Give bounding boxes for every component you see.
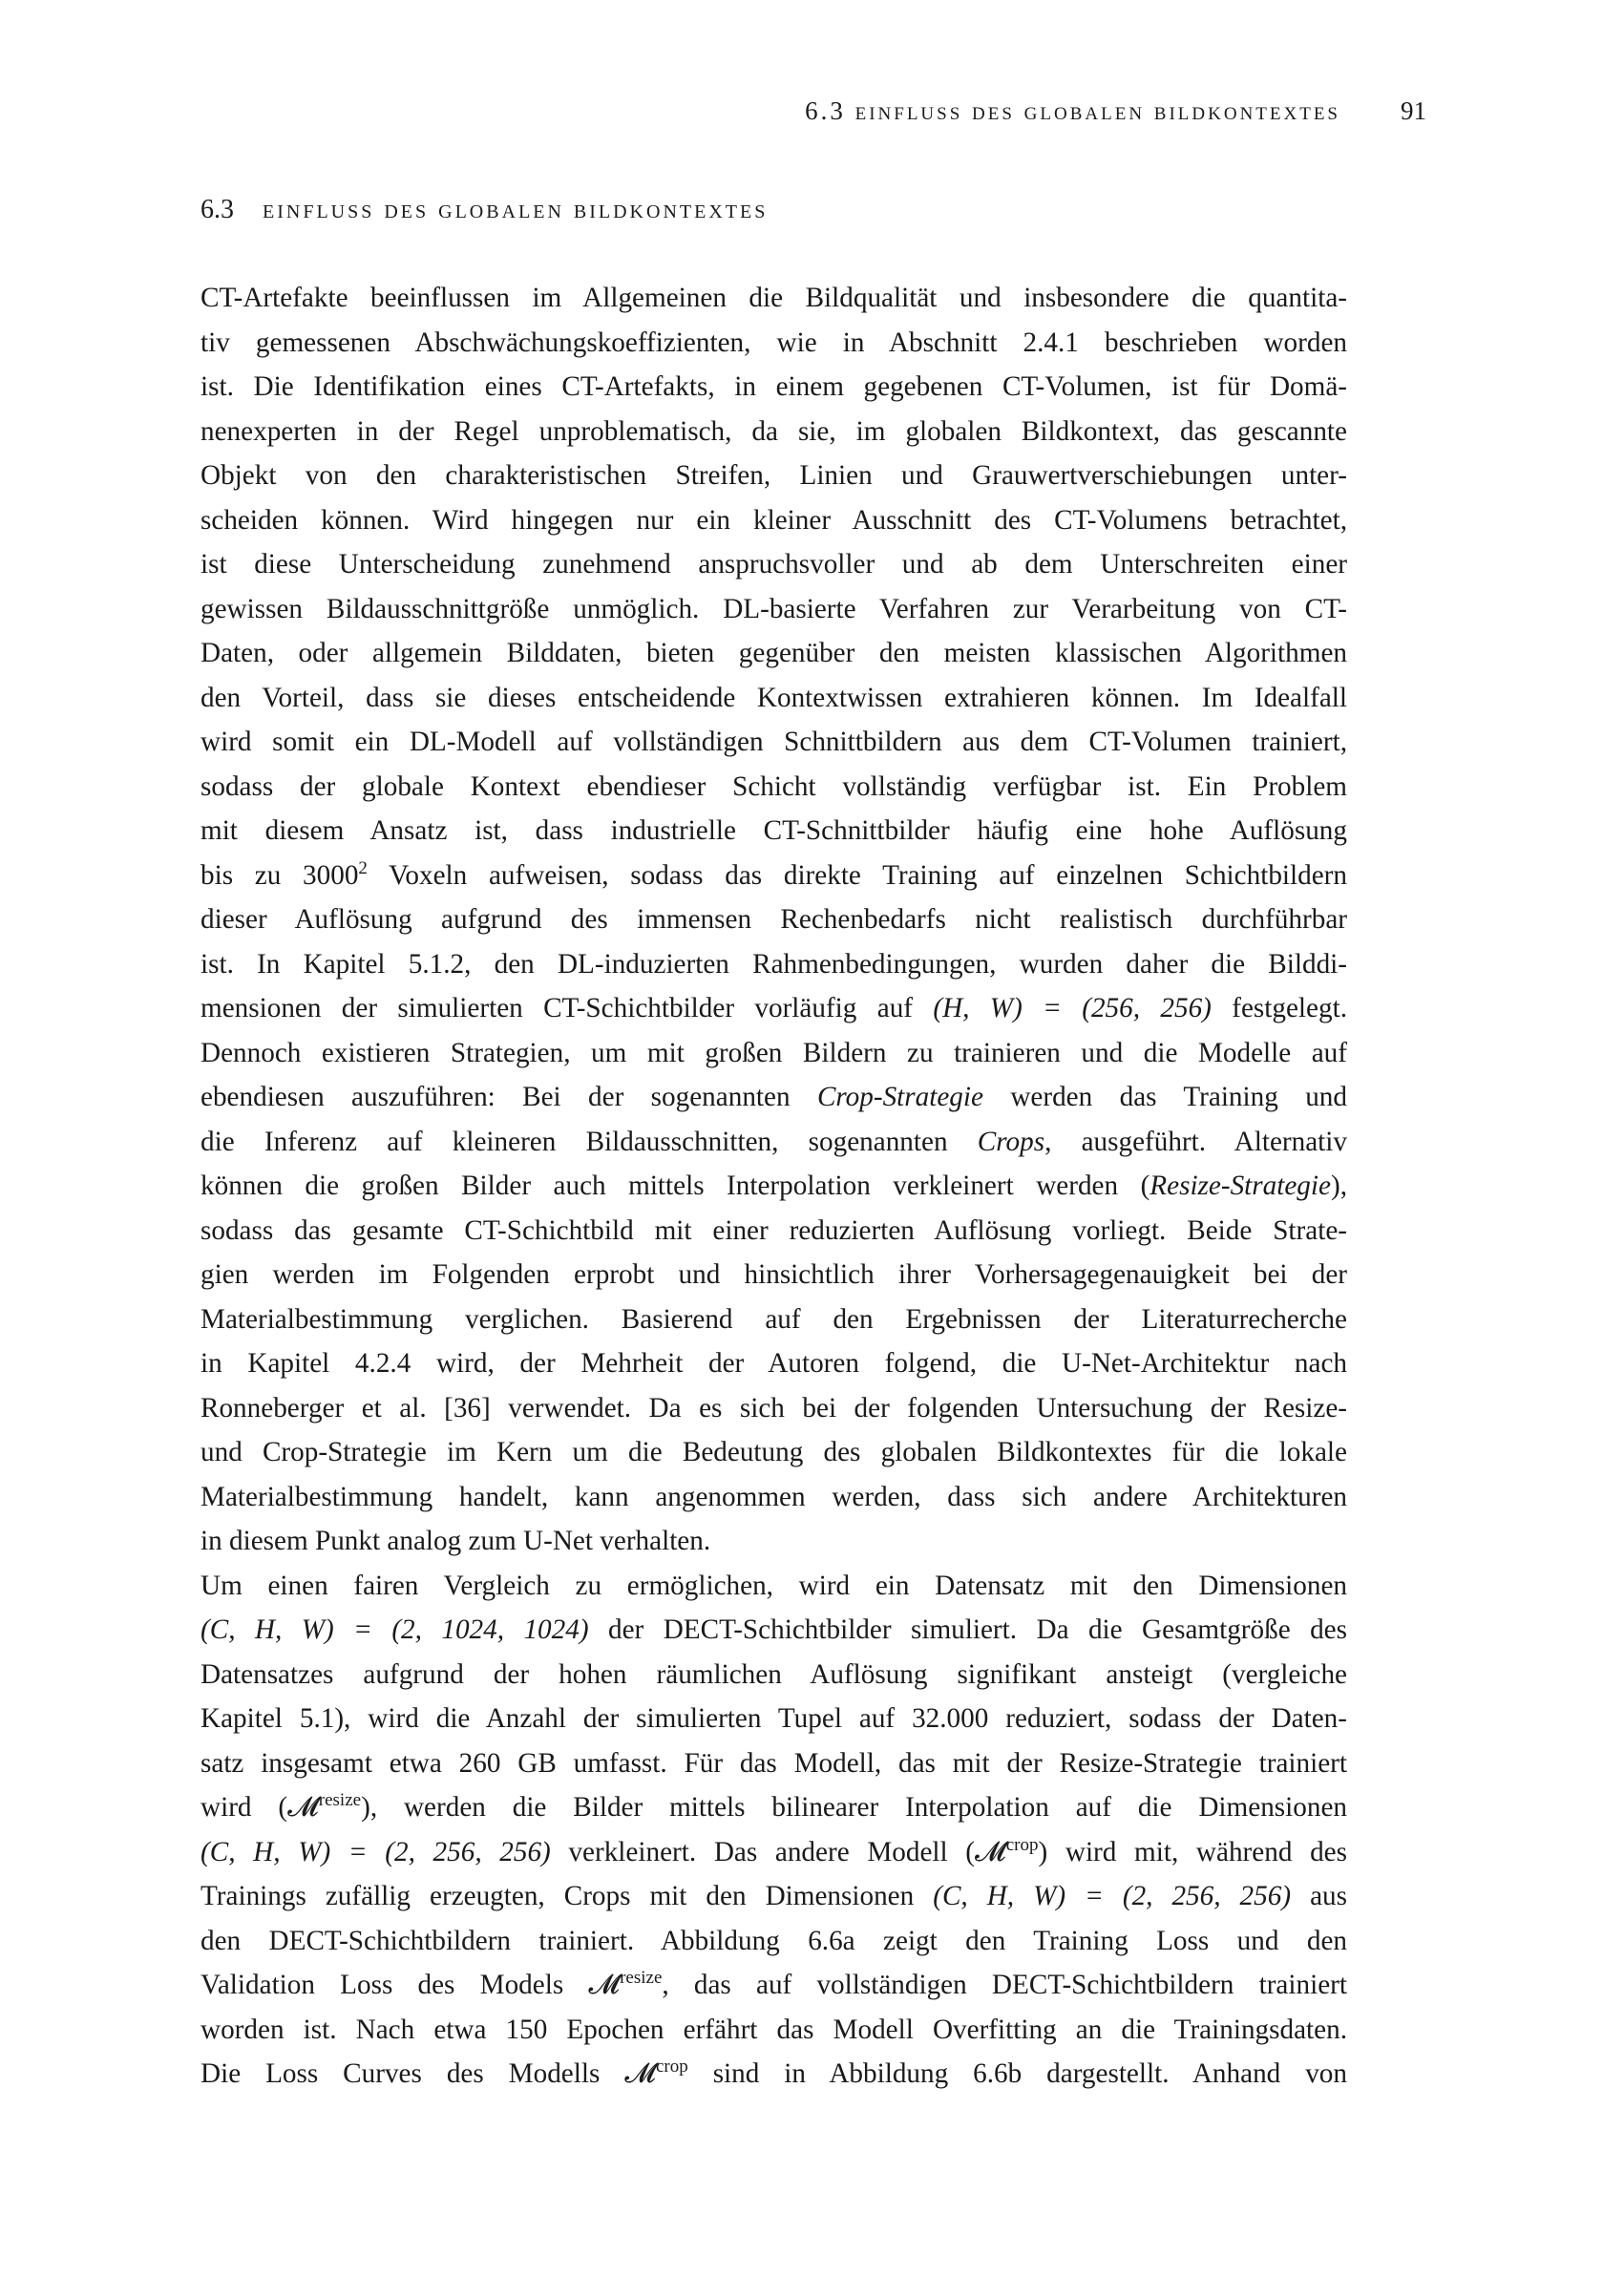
text-line: Materialbestimmung handelt, kann angenommen werden, dass sich andere Architekturen [200, 1481, 1347, 1512]
text-run: Voxeln aufweisen, sodass das direkte Training auf einzelnen Schichtbildern [367, 859, 1347, 891]
text-line [200, 986, 1347, 1031]
text-run: , das auf vollständigen DECT-Schichtbildern trainiert [662, 1970, 1347, 2000]
text-line [200, 1830, 1347, 1875]
text-line: ist diese Unterscheidung zunehmend anspruchsvoller und ab dem Unterschreiten einer [200, 549, 1347, 580]
superscript: 2 [358, 857, 368, 878]
math-expression: (C, H, W) = (2, 1024, 1024) [200, 1614, 589, 1645]
text-line: Daten, oder allgemein Bilddaten, bieten gegenüber den meisten klassischen Algorithmen [200, 638, 1347, 668]
emphasis: Crop-Strategie [816, 1082, 983, 1112]
text-line: und Crop-Strategie im Kern um die Bedeutung des globalen Bildkontextes für die lokale [200, 1437, 1347, 1467]
text-run: können die großen Bilder auch mittels Interpolation verkleinert werden ( [200, 1171, 1150, 1201]
text-line: Ronneberger et al. [36] verwendet. Da es sich bei der folgenden Untersuchung der Resize- [200, 1392, 1347, 1424]
text-run: ), werden die Bilder mittels bilinearer Interpolation auf die Dimensionen [361, 1792, 1347, 1823]
math-expression: (H, W) = (256, 256) [933, 993, 1212, 1023]
text-line: satz insgesamt etwa 260 GB umfasst. Für das Modell, das mit der Resize-Strategie trainiert [200, 1747, 1347, 1779]
text-line: gien werden im Folgenden erprobt und hinsichtlich ihrer Vorhersagegenauigkeit bei der [200, 1259, 1347, 1290]
text-line [200, 1785, 1347, 1830]
superscript: crop [1005, 1834, 1039, 1855]
text-run: bis zu 3000 [200, 859, 359, 891]
text-run: die Inferenz auf kleineren Bildausschnitten, sogenannten [200, 1126, 978, 1157]
running-title: 6.3 einfluss des globalen bildkontextes [805, 96, 1340, 125]
superscript: resize [620, 1968, 663, 1988]
section-title: einfluss des globalen bildkontextes [263, 195, 769, 224]
text-line: Kapitel 5.1), wird die Anzahl der simulierten Tupel auf 32.000 reduziert, sodass der Daten- [200, 1703, 1347, 1734]
text-line: sodass der globale Kontext ebendieser Schicht vollständig verfügbar ist. Ein Problem [200, 770, 1347, 802]
paragraph-2 [200, 1564, 1347, 2097]
text-line: CT-Artefakte beeinflussen im Allgemeinen die Bildqualität und insbesondere die quantita- [200, 283, 1347, 313]
text-line: in Kapitel 4.2.4 wird, der Mehrheit der Autoren folgend, die U-Net-Architektur nach [200, 1348, 1347, 1379]
text-line [200, 1075, 1347, 1120]
math-expression: (C, H, W) = (2, 256, 256) [200, 1836, 551, 1867]
text-line [200, 1874, 1347, 1919]
text-run: aus [1291, 1881, 1347, 1911]
text-run: ), [1330, 1171, 1347, 1201]
text-line: sodass das gesamte CT-Schichtbild mit einer reduzierten Auflösung vorliegt. Beide Strate- [200, 1214, 1347, 1246]
text-line: Materialbestimmung verglichen. Basierend auf den Ergebnissen der Literaturrecherche [200, 1303, 1347, 1335]
text-line [200, 854, 1347, 898]
section-heading [200, 195, 768, 225]
text-line: tiv gemessenen Abschwächungskoeffizienten, wie in Abschnitt 2.4.1 beschrieben worden [200, 327, 1347, 358]
text-line: den Vorteil, dass sie dieses entscheidende Kontextwissen extrahieren können. Im Idealfall [200, 682, 1347, 713]
text-line [200, 1120, 1347, 1165]
text-line: worden ist. Nach etwa 150 Epochen erfährt das Modell Overfitting an die Trainingsdaten. [200, 2014, 1347, 2045]
emphasis: Crops [977, 1126, 1045, 1157]
text-line [200, 1963, 1347, 2008]
text-line: scheiden können. Wird hingegen nur ein kleiner Ausschnitt des CT-Volumens betrachtet, [200, 504, 1347, 536]
superscript: crop [655, 2057, 688, 2077]
body-text [200, 276, 1347, 2097]
text-run: Validation Loss des Models 𝓜 [200, 1970, 621, 2000]
emphasis: Resize-Strategie [1149, 1171, 1331, 1201]
text-line: in diesem Punkt analog zum U-Net verhalten. [200, 1526, 711, 1556]
text-line: Objekt von den charakteristischen Streifen, Linien und Grauwertverschiebungen unter- [200, 460, 1347, 491]
superscript: resize [318, 1790, 362, 1810]
section-number: 6.3 [200, 195, 234, 224]
text-line: gewissen Bildausschnittgröße unmöglich. DL-basierte Verfahren zur Verarbeitung von CT- [200, 593, 1347, 624]
text-line: mit diesem Ansatz ist, dass industrielle CT-Schnittbilder häufig eine hohe Auflösung [200, 815, 1347, 846]
text-run: der DECT-Schichtbilder simuliert. Da die Gesamtgröße des [588, 1614, 1347, 1645]
text-line: dieser Auflösung aufgrund des immensen Rechenbedarfs nicht realistisch durchführbar [200, 904, 1347, 935]
text-run: mensionen der simulierten CT-Schichtbilder vorläufig auf [200, 993, 934, 1023]
text-line: den DECT-Schichtbildern trainiert. Abbildung 6.6a zeigt den Training Loss und den [200, 1925, 1347, 1956]
text-line: wird somit ein DL-Modell auf vollständigen Schnittbildern aus dem CT-Volumen trainiert, [200, 727, 1347, 757]
text-line: ist. In Kapitel 5.1.2, den DL-induzierten Rahmenbedingungen, wurden daher die Bilddi- [200, 948, 1347, 980]
text-line: Um einen fairen Vergleich zu ermöglichen, wird ein Datensatz mit den Dimensionen [200, 1570, 1347, 1601]
text-line: Datensatzes aufgrund der hohen räumlichen Auflösung signifikant ansteigt (vergleiche [200, 1658, 1347, 1690]
page-number: 91 [1401, 96, 1426, 125]
text-run: verkleinert. Das andere Modell (𝓜 [550, 1836, 1006, 1867]
text-run: sind in Abbildung 6.6b dargestellt. Anhand von [687, 2058, 1347, 2089]
text-line [200, 2052, 1347, 2097]
running-head [200, 96, 1426, 135]
paragraph-1 [200, 276, 1347, 1564]
text-run: Die Loss Curves des Modells 𝓜 [200, 2058, 656, 2089]
text-line: Dennoch existieren Strategien, um mit großen Bildern zu trainieren und die Modelle auf [200, 1037, 1347, 1068]
text-run: , ausgeführt. Alternativ [1044, 1126, 1347, 1157]
text-run: Trainings zufällig erzeugten, Crops mit den Dimensionen [200, 1881, 934, 1911]
text-run: wird (𝓜 [200, 1792, 319, 1823]
text-line [200, 1608, 1347, 1653]
math-expression: (C, H, W) = (2, 256, 256) [933, 1881, 1292, 1911]
text-line: nenexperten in der Regel unproblematisch, da sie, im globalen Bildkontext, das gescannte [200, 415, 1347, 447]
text-line [200, 1164, 1347, 1209]
text-run: festgelegt. [1211, 993, 1347, 1023]
text-line: ist. Die Identifikation eines CT-Artefakts, in einem gegebenen CT-Volumen, ist für Domä- [200, 371, 1347, 402]
text-run: ebendiesen auszuführen: Bei der sogenannten [200, 1082, 817, 1112]
text-run: werden das Training und [982, 1082, 1347, 1112]
text-run: ) wird mit, während des [1038, 1836, 1347, 1867]
